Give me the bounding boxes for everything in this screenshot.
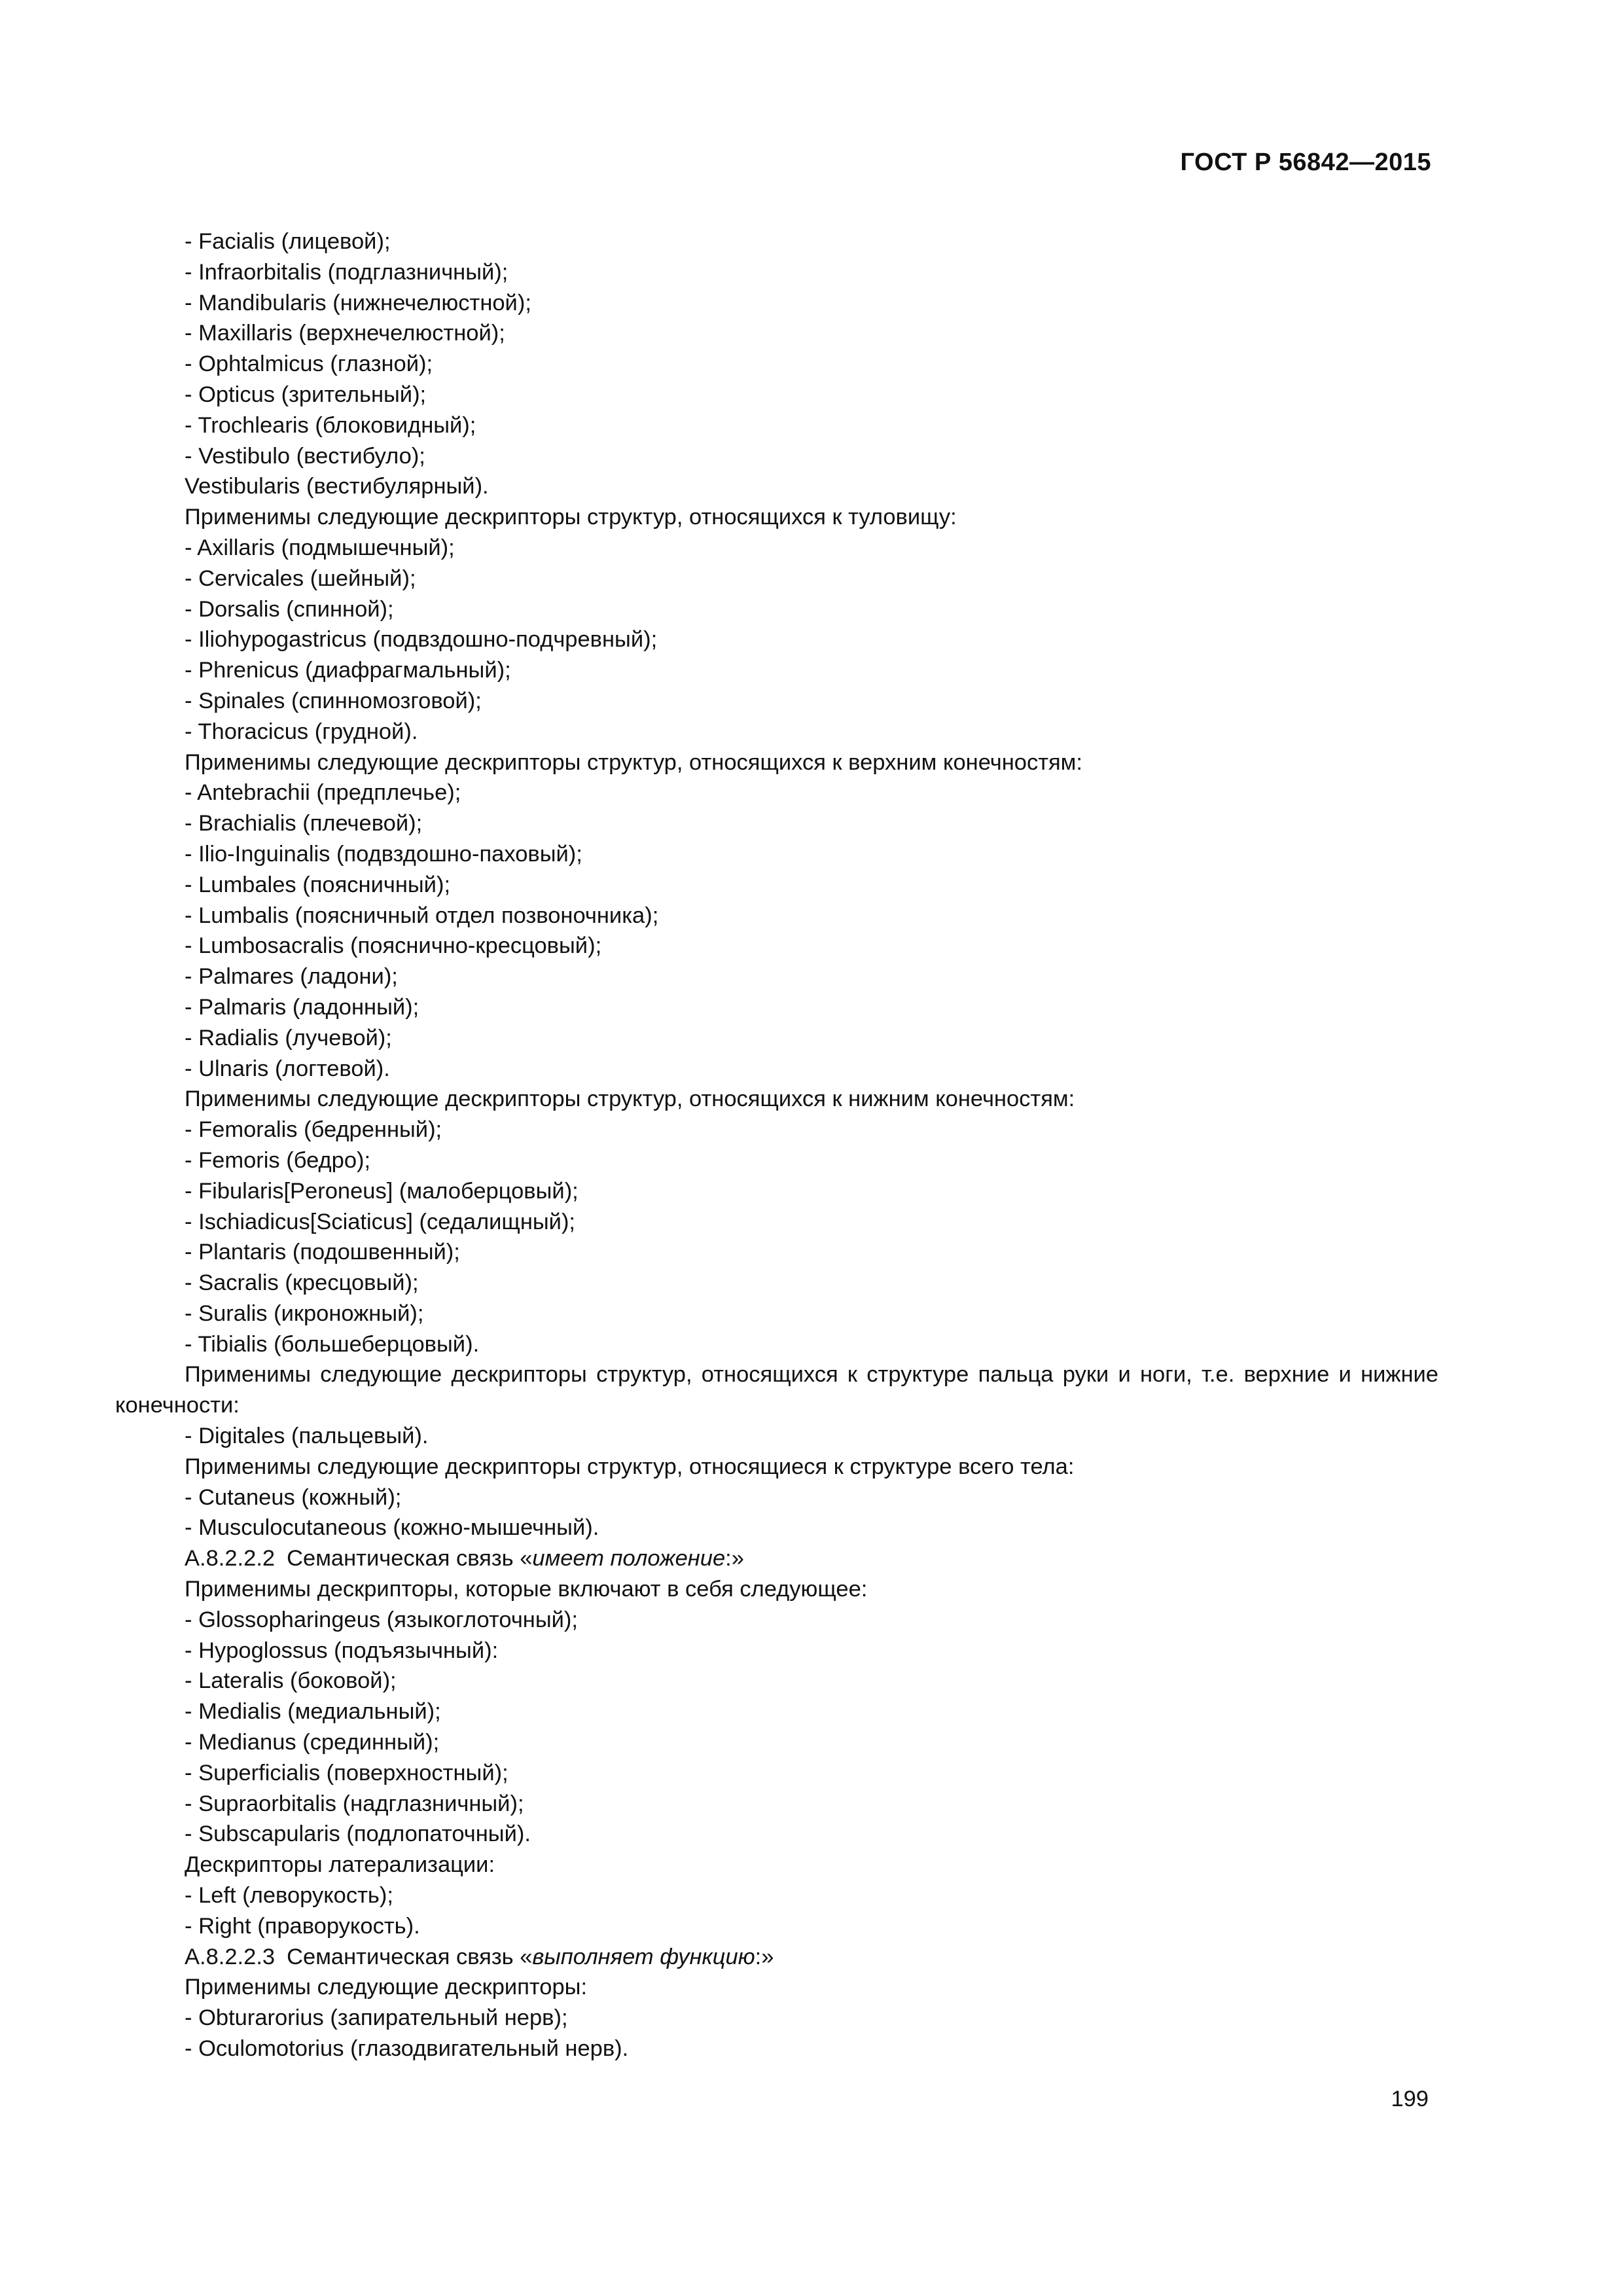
descriptor-list-1 (115, 226, 1438, 1359)
text-line: Применимы следующие дескрипторы структур, относящихся к верхним конечностям: (185, 749, 1082, 775)
text-line: - Brachialis (плечевой); (185, 811, 423, 836)
text-line: - Mandibularis (нижнечелюстной); (185, 290, 531, 315)
text-line: - Axillaris (подмышечный); (185, 535, 455, 560)
text-line: - Spinales (спинномозговой); (185, 688, 482, 713)
text-line: - Medialis (медиальный); (185, 1699, 441, 1725)
text-line: - Infraorbitalis (подглазничный); (185, 259, 508, 285)
text-line: - Left (леворукость); (185, 1883, 393, 1909)
text-line: Применимы следующие дескрипторы структур, относящиеся к структуре всего тела: (185, 1454, 1075, 1479)
text-line: - Maxillaris (верхнечелюстной); (185, 321, 505, 346)
text-line: - Lumbosacralis (пояснично-кресцовый); (185, 933, 602, 959)
text-line: - Palmaris (ладонный); (185, 994, 419, 1020)
text-line: - Ilio-Inguinalis (подвздошно-паховый); (185, 841, 582, 867)
text-line: - Superficialis (поверхностный); (185, 1760, 508, 1785)
text-line: - Lumbales (поясничный); (185, 872, 451, 897)
text-line: - Tibialis (большеберцовый). (185, 1331, 480, 1357)
section-prefix: Семантическая связь « (287, 1944, 533, 1969)
section-number: А.8.2.2.3 (185, 1944, 276, 1969)
text-line: - Fibularis[Peroneus] (малоберцовый); (185, 1178, 579, 1204)
section-number: А.8.2.2.2 (185, 1546, 276, 1571)
text-line: - Glossopharingeus (языкоглоточный); (185, 1607, 578, 1632)
section-suffix: :» (755, 1944, 774, 1969)
text-line: - Suralis (икроножный); (185, 1300, 424, 1326)
text-line: - Trochlearis (блоковидный); (185, 412, 476, 438)
text-line: - Ischiadicus[Sciaticus] (седалищный); (185, 1209, 576, 1234)
text-line: - Hypoglossus (подъязычный): (185, 1638, 499, 1663)
text-line: - Ulnaris (логтевой). (185, 1056, 390, 1081)
text-line: - Supraorbitalis (надглазничный); (185, 1791, 524, 1816)
text-line: - Musculocutaneous (кожно-мышечный). (185, 1515, 599, 1541)
text-line: - Plantaris (подошвенный); (185, 1240, 460, 1265)
text-line: - Phrenicus (диафрагмальный); (185, 658, 511, 683)
descriptor-list-3 (115, 1574, 1438, 1942)
text-line: - Digitales (пальцевый). (185, 1424, 429, 1449)
section-suffix: :» (725, 1546, 744, 1571)
text-line: - Lumbalis (поясничный отдел позвоночника); (185, 903, 659, 928)
text-line: - Facialis (лицевой); (185, 229, 391, 254)
section-relation: выполняет функцию (532, 1944, 755, 1969)
text-line: - Radialis (лучевой); (185, 1025, 392, 1050)
text-line: Применимы дескрипторы, которые включают в себя следующее: (185, 1577, 868, 1602)
document-body (115, 226, 1438, 2064)
text-line: - Subscapularis (подлопаточный). (185, 1821, 531, 1847)
text-line: - Iliohypogastricus (подвздошно-подчревный); (185, 627, 658, 653)
text-line: - Medianus (срединный); (185, 1730, 440, 1755)
text-line: - Femoris (бедро); (185, 1147, 371, 1173)
text-line: - Obturarorius (запирательный нерв); (185, 2005, 568, 2031)
section-prefix: Семантическая связь « (287, 1546, 533, 1571)
page-number: 199 (1391, 2087, 1429, 2111)
text-line: - Thoracicus (грудной). (185, 719, 418, 744)
section-heading-a8222 (115, 1543, 1438, 1574)
text-line: - Right (праворукость). (185, 1913, 420, 1939)
section-heading-a8223 (115, 1942, 1438, 1973)
section-relation: имеет положение (532, 1546, 726, 1571)
text-line: - Cutaneus (кожный); (185, 1484, 402, 1510)
text-line: - Palmares (ладони); (185, 964, 398, 990)
text-line: - Ophtalmicus (глазной); (185, 351, 433, 377)
text-line: Vestibularis (вестибулярный). (185, 474, 489, 499)
text-line: - Femoralis (бедренный); (185, 1117, 442, 1143)
paragraph-fingers: Применимы следующие дескрипторы структур, относящихся к структуре пальца руки и ноги, т.е. верхние и нижние конечности: (115, 1362, 1438, 1418)
text-line: Дескрипторы латерализации: (185, 1852, 495, 1878)
text-line: Применимы следующие дескрипторы структур, относящихся к туловищу: (185, 505, 957, 530)
text-line: - Opticus (зрительный); (185, 382, 427, 407)
text-line: - Antebrachii (предплечье); (185, 780, 461, 806)
text-line: - Cervicales (шейный); (185, 565, 416, 591)
text-line: Применимы следующие дескрипторы: (185, 1975, 588, 2000)
text-line: - Lateralis (боковой); (185, 1668, 397, 1694)
descriptor-list-2 (115, 1421, 1438, 1543)
text-line: - Sacralis (кресцовый); (185, 1270, 419, 1296)
text-line: - Dorsalis (спинной); (185, 596, 394, 622)
document-header: ГОСТ Р 56842—2015 (1180, 149, 1431, 176)
text-line: Применимы следующие дескрипторы структур, относящихся к нижним конечностям: (185, 1086, 1075, 1112)
descriptor-list-4 (115, 1972, 1438, 2064)
text-line: - Oculomotorius (глазодвигательный нерв). (185, 2036, 629, 2062)
text-line: - Vestibulo (вестибуло); (185, 443, 425, 469)
